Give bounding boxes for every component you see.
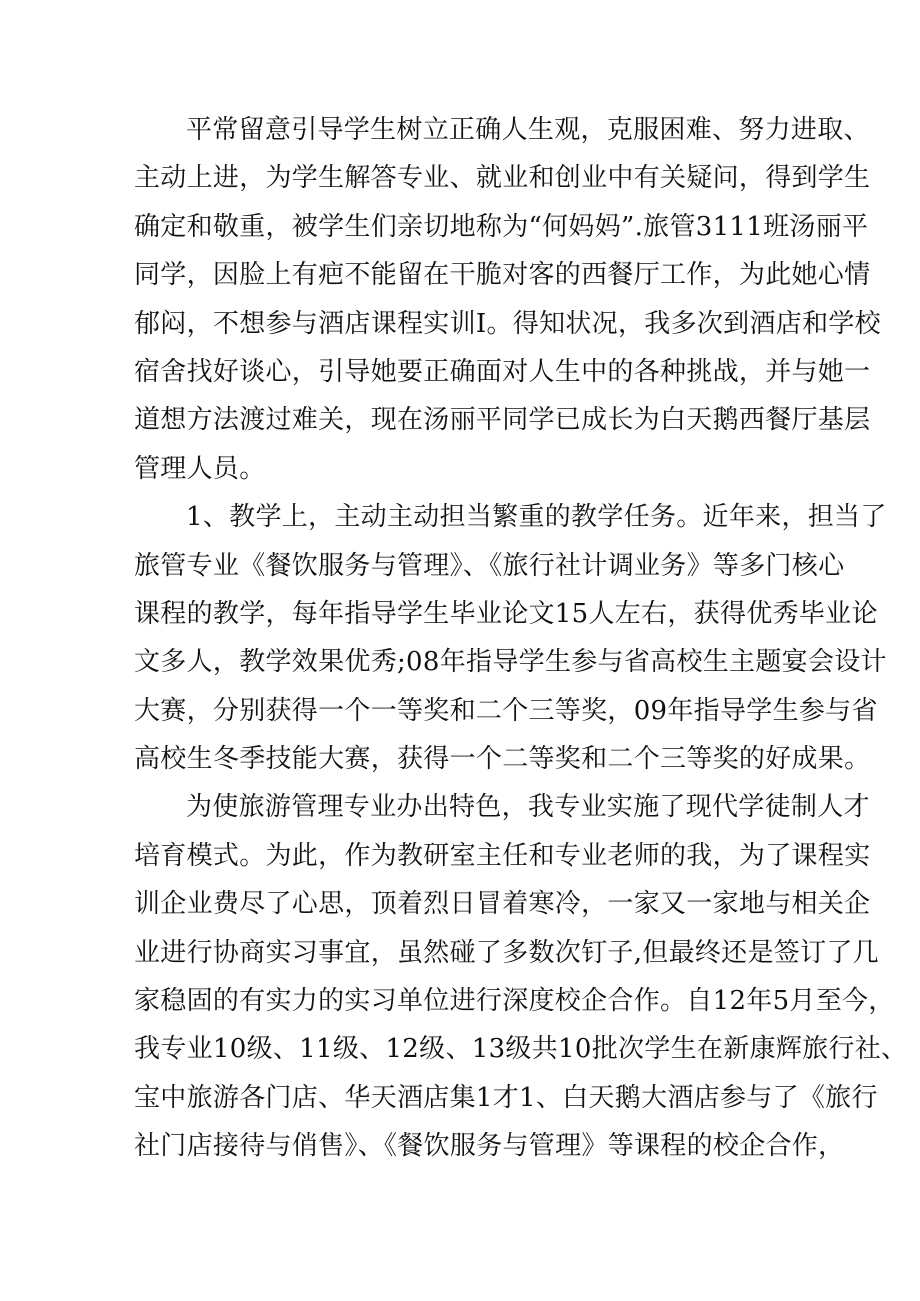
text-line: 旅管专业《餐饮服务与管理》、《旅行社计调业务》等多门核心 <box>134 550 845 581</box>
paragraph-teaching <box>134 493 887 783</box>
text-line: 培育模式。为此，作为教研室主任和专业老师的我，为了课程实 <box>134 840 871 871</box>
paragraph-student-guidance <box>134 106 881 493</box>
text-line: 大赛，分别获得一个一等奖和二个三等奖，09年指导学生参与省 <box>134 695 878 726</box>
text-line: 训企业费尽了心思，顶着烈日冒着寒冷，一家又一家地与相关企 <box>134 889 871 920</box>
text-line: 确定和敬重，被学生们亲切地称为“何妈妈”.旅管3111班汤丽平 <box>134 211 869 242</box>
text-line: 同学，因脸上有疤不能留在干脆对客的西餐厅工作，为此她心情 <box>134 260 871 291</box>
text-line: 我专业10级、11级、12级、13级共10批次学生在新康辉旅行社、 <box>134 1034 908 1065</box>
text-line: 社门店接待与俏售》、《餐饮服务与管理》等课程的校企合作， <box>134 1131 845 1162</box>
text-line: 宿舍找好谈心，引导她要正确面对人生中的各种挑战，并与她一 <box>134 356 871 387</box>
text-line: 主动上进，为学生解答专业、就业和创业中有关疑问，得到学生 <box>134 163 871 194</box>
text-line: 管理人员。 <box>134 453 266 484</box>
text-line: 为使旅游管理专业办出特色，我专业实施了现代学徒制人才 <box>186 792 870 823</box>
text-line: 宝中旅游各门店、华天酒店集1才1、白天鹅大酒店参与了《旅行 <box>134 1082 878 1113</box>
text-line: 道想方法渡过难关，现在汤丽平同学已成长为白天鹅西餐厅基层 <box>134 405 871 436</box>
text-line: 文多人，教学效果优秀;08年指导学生参与省高校生主题宴会设计 <box>134 647 887 678</box>
text-line: 郁闷，不想参与酒店课程实训I。得知状况，我多次到酒店和学校 <box>134 308 881 339</box>
text-line: 课程的教学，每年指导学生毕业论文15人左右，获得优秀毕业论 <box>134 598 878 629</box>
text-line: 高校生冬季技能大赛，获得一个二等奖和二个三等奖的好成果。 <box>134 744 871 775</box>
document-body <box>134 106 908 1171</box>
text-line: 平常留意引导学生树立正确人生观，克服困难、努力进取、 <box>186 115 870 145</box>
paragraph-school-enterprise <box>134 783 908 1170</box>
text-line: 1、教学上，主动主动担当繁重的教学任务。近年来，担当了 <box>186 502 887 533</box>
text-line: 家稳固的有实力的实习单位进行深度校企合作。自12年5月至今， <box>134 986 895 1017</box>
text-line: 业进行协商实习事宜，虽然碰了多数次钉子,但最终还是签订了几 <box>134 937 879 968</box>
